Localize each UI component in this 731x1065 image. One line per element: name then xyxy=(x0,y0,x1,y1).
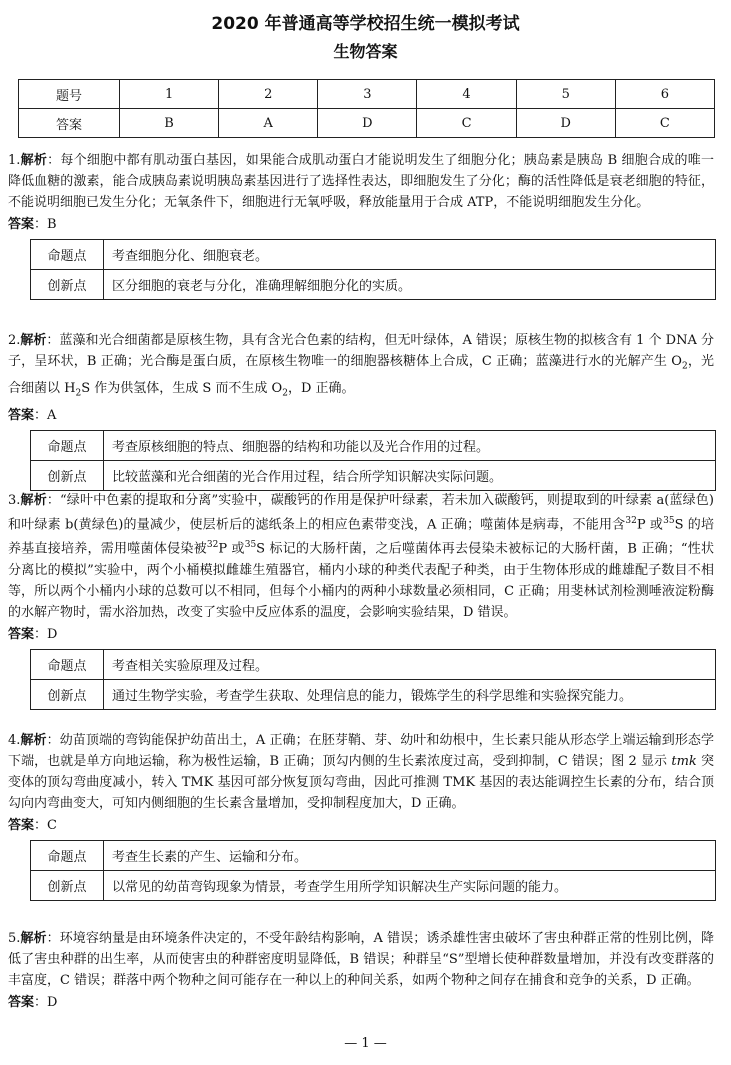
question-3-block xyxy=(8,490,714,710)
page-subtitle: 生物答案 xyxy=(333,42,398,61)
question-5-block xyxy=(8,928,714,1013)
question-1-answer: 答案：B xyxy=(8,217,57,232)
question-number-cell: 4 xyxy=(417,80,516,109)
question-2-analysis: 2.解析：蓝藻和光合细菌都是原核生物，具有含光合色素的结构，但无叶绿体，A 错误；原核生物的拟核含有 1 个 DNA 分子，呈环状，B 正确；光合酶是蛋白质，在原核生物唯一的细胞器核糖体上合成，C 正确；蓝藻进行水的光解产生 $O_2$，光合细菌以 $H_2S$ 作为供氢体，生成 S 而不生成 $O_2$，D 正确。 xyxy=(8,333,714,399)
question-4-answer: 答案：C xyxy=(8,818,57,833)
question-5-answer: 答案：D xyxy=(8,995,58,1010)
page-title: 2020 年普通高等学校招生统一模拟考试 xyxy=(211,14,520,34)
question-1-analysis: 1.解析：每个细胞中都有肌动蛋白基因，如果能合成肌动蛋白才能说明发生了细胞分化；胰岛素是胰岛 B 细胞合成的唯一降低血糖的激素，能合成胰岛素说明胰岛素基因进行了选择性表达，即细胞发生了分化；酶的活性降低是衰老细胞的特征，不能说明细胞已发生分化；无氧条件下，细胞进行无氧呼吸，释放能量用于合成 ATP，不能说明细胞发生分化。 xyxy=(8,153,714,210)
question-number-cell: 6 xyxy=(615,80,714,109)
answer-cell: D xyxy=(516,109,615,138)
question-number-header: 题号 xyxy=(19,80,120,109)
answer-header: 答案 xyxy=(19,109,120,138)
question-2-info-table: 命题点 考查原核细胞的特点、细胞器的结构和功能以及光合作用的过程。 创新点 比较蓝藻和光合细菌的光合作用过程，结合所学知识解决实际问题。 xyxy=(30,430,716,491)
answer-cell: C xyxy=(417,109,516,138)
answer-cell: C xyxy=(615,109,714,138)
question-3-analysis: 3.解析：“绿叶中色素的提取和分离”实验中，碳酸钙的作用是保护叶绿素，若未加入碳酸钙，则提取到的叶绿素 a(蓝绿色)和叶绿素 b(黄绿色)的量减少，使层析后的滤纸条上的相应色素带变浅，A 正确；噬菌体是病毒，不能用含$^{32}$P 或$^{35}$S 的培养基直接培养，需用噬菌体侵染被$^{32}$P 或$^{35}$S 标记的大肠杆菌，之后噬菌体再去侵染未被标记的大肠杆菌，B 正确；“性状分离比的模拟”实验中，两个小桶模拟雌雄生殖器官，桶内小球的种类代表配子种类，由于生物体形成的雌雄配子数目不相等，所以两个小桶内小球的总数可以不相同，但每个小桶内的两种小球数量必须相同，C 正确；用斐林试剂检测唾液淀粉酶的水解产物时，需水浴加热，改变了实验中反应体系的温度，会影响实验结果，D 错误。 xyxy=(8,493,714,620)
question-1-block xyxy=(8,150,714,300)
question-2-answer: 答案：A xyxy=(8,408,57,424)
question-5-analysis: 5.解析：环境容纳量是由环境条件决定的，不受年龄结构影响，A 错误；诱杀雄性害虫破坏了害虫种群正常的性别比例，降低了害虫种群的出生率，从而使害虫的种群密度明显降低，B 错误；种群呈“S”型增长使种群数量增加，并没有改变群落的丰富度，C 错误；群落中两个物种之间可能存在一种以上的种间关系，如两个物种之间存在捕食和竞争的关系，D 正确。 xyxy=(8,931,714,988)
answer-cell: D xyxy=(318,109,417,138)
question-4-analysis: 4.解析：幼苗顶端的弯钩能保护幼苗出土，A 正确；在胚芽鞘、芽、幼叶和幼根中，生长素只能从形态学上端运输到形态学下端，也就是单方向地运输，称为极性运输，B 正确；顶勾内侧的生长素浓度过高，受到抑制，C 错误；图 2 显示 tmk 突变体的顶勾弯曲度减小，转入 TMK 基因可部分恢复顶勾弯曲，因此可推测 TMK 基因的表达能调控生长素的分布，结合顶勾向内弯曲变大，可知内侧细胞的生长素含量增加，受抑制程度加大，D 正确。 xyxy=(8,733,714,811)
question-number-cell: 3 xyxy=(318,80,417,109)
question-3-answer: 答案：D xyxy=(8,626,58,642)
question-2-block xyxy=(8,330,714,491)
question-4-block xyxy=(8,730,714,901)
question-number-cell: 1 xyxy=(120,80,219,109)
answer-key-table xyxy=(18,79,715,138)
question-number-cell: 5 xyxy=(516,80,615,109)
answer-key-numbers-row xyxy=(19,80,715,109)
answer-cell: A xyxy=(219,109,318,138)
question-number-cell: 2 xyxy=(219,80,318,109)
question-3-info-table: 命题点 考查相关实验原理及过程。 创新点 通过生物学实验，考查学生获取、处理信息的能力，锻炼学生的科学思维和实验探究能力。 xyxy=(30,649,716,710)
page-number: — 1 — xyxy=(344,1036,387,1051)
answer-key-answers-row xyxy=(19,109,715,138)
answer-cell: B xyxy=(120,109,219,138)
question-1-info-table: 命题点 考查细胞分化、细胞衰老。 创新点 区分细胞的衰老与分化，准确理解细胞分化的实质。 xyxy=(30,239,716,300)
question-4-info-table: 命题点 考查生长素的产生、运输和分布。 创新点 以常见的幼苗弯钩现象为情景，考查学生用所学知识解决生产实际问题的能力。 xyxy=(30,840,716,901)
